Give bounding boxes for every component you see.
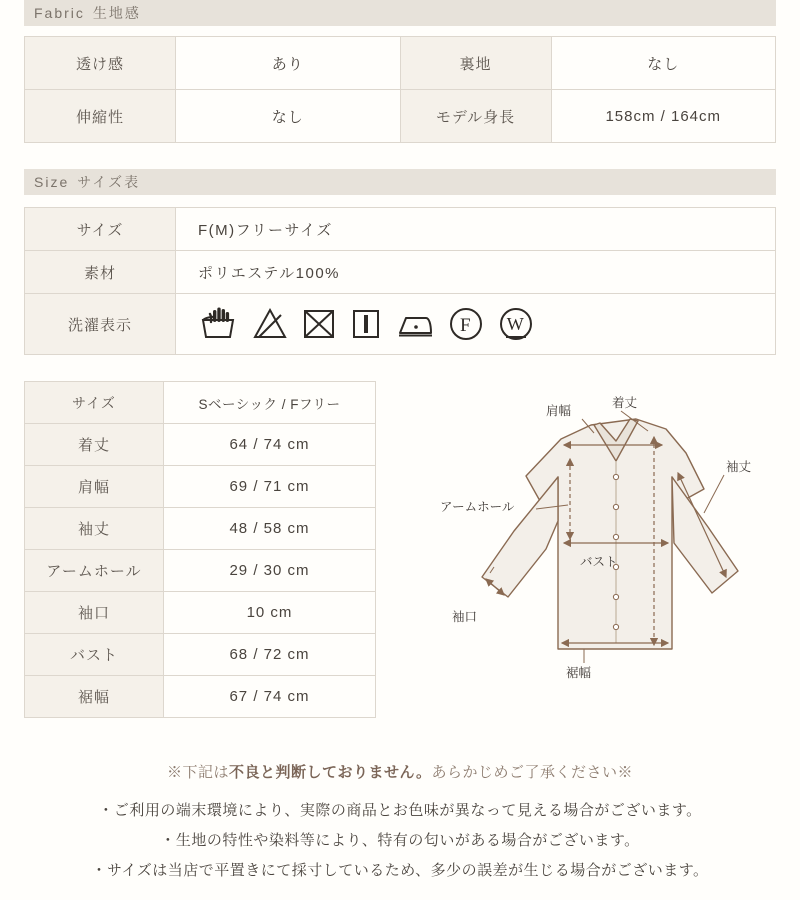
fabric-section-title-en: Fabric xyxy=(34,5,85,21)
wash-icons-cell xyxy=(176,294,776,355)
size-label-wash: 洗濯表示 xyxy=(25,294,176,355)
fabric-value-stretch: なし xyxy=(176,90,401,143)
note-line: ・サイズは当店で平置きにて採寸しているため、多少の誤差が生じる場合がございます。 xyxy=(91,862,709,879)
no-tumble-dry-icon xyxy=(302,307,336,341)
table-row xyxy=(25,208,776,251)
fabric-section-header xyxy=(24,0,776,26)
diagram-label-armhole: アームホール xyxy=(440,500,515,514)
size-section-title-en: Size xyxy=(34,174,70,190)
fabric-value-lining: なし xyxy=(551,37,776,90)
size-table-wrap xyxy=(24,207,776,355)
diagram-label-cuff: 袖口 xyxy=(452,610,478,624)
notes-title-pre: ※下記は xyxy=(167,764,230,781)
table-row xyxy=(25,294,776,355)
meas-value-cuff: 10 cm xyxy=(164,592,376,634)
notes-title-strong: 不良と判断しておりません。 xyxy=(229,764,432,781)
size-value-size: F(M)フリーサイズ xyxy=(176,208,776,251)
meas-label-length: 着丈 xyxy=(25,424,164,466)
table-row xyxy=(25,424,376,466)
diagram-label-length: 着丈 xyxy=(612,396,638,410)
meas-label-hem: 裾幅 xyxy=(25,676,164,718)
measurement-table xyxy=(24,381,376,718)
meas-label-sleeve: 袖丈 xyxy=(25,508,164,550)
meas-header-value: Sベーシック / Fフリー xyxy=(164,382,376,424)
diagram-label-shoulder: 肩幅 xyxy=(546,404,572,418)
diagram-label-bust: バスト xyxy=(580,555,618,569)
table-row xyxy=(25,90,776,143)
table-row xyxy=(25,466,376,508)
table-row xyxy=(25,550,376,592)
meas-label-shoulder: 肩幅 xyxy=(25,466,164,508)
size-table xyxy=(24,207,776,355)
table-row xyxy=(25,37,776,90)
meas-value-bust: 68 / 72 cm xyxy=(164,634,376,676)
table-row xyxy=(25,634,376,676)
measurement-area xyxy=(24,381,776,718)
notes-section xyxy=(0,761,800,886)
table-row xyxy=(25,508,376,550)
meas-value-armhole: 29 / 30 cm xyxy=(164,550,376,592)
notes-title xyxy=(0,761,800,782)
no-bleach-icon xyxy=(252,307,288,341)
hand-wash-icon xyxy=(198,306,238,342)
table-row xyxy=(25,251,776,294)
svg-text:F: F xyxy=(459,315,473,336)
size-label-material: 素材 xyxy=(25,251,176,294)
meas-label-armhole: アームホール xyxy=(25,550,164,592)
diagram-label-hem: 裾幅 xyxy=(566,666,592,680)
note-line: ・生地の特性や染料等により、特有の匂いがある場合がございます。 xyxy=(160,832,640,849)
wet-clean-w-icon xyxy=(498,306,534,342)
fabric-label-model-height: モデル身長 xyxy=(400,90,551,143)
note-line: ・ご利用の端末環境により、実際の商品とお色味が異なって見える場合がございます。 xyxy=(98,802,702,819)
meas-label-bust: バスト xyxy=(25,634,164,676)
meas-value-sleeve: 48 / 58 cm xyxy=(164,508,376,550)
meas-header-label: サイズ xyxy=(25,382,164,424)
dry-clean-f-icon xyxy=(448,306,484,342)
table-row xyxy=(25,592,376,634)
svg-text:W: W xyxy=(506,314,526,334)
size-value-material: ポリエステル100% xyxy=(176,251,776,294)
fabric-label-stretch: 伸縮性 xyxy=(25,90,176,143)
fabric-label-lining: 裏地 xyxy=(400,37,551,90)
meas-value-shoulder: 69 / 71 cm xyxy=(164,466,376,508)
wash-icons-list xyxy=(176,306,774,342)
meas-value-length: 64 / 74 cm xyxy=(164,424,376,466)
meas-value-hem: 67 / 74 cm xyxy=(164,676,376,718)
meas-label-cuff: 袖口 xyxy=(25,592,164,634)
fabric-table xyxy=(24,36,776,143)
table-row xyxy=(25,382,376,424)
size-section-title-jp: サイズ表 xyxy=(77,174,141,190)
fabric-value-model-height: 158cm / 164cm xyxy=(551,90,776,143)
diagram-label-sleeve: 袖丈 xyxy=(726,460,752,474)
shirt-measurement-diagram xyxy=(386,381,776,701)
iron-low-icon xyxy=(396,307,434,341)
notes-title-post: あらかじめご了承ください※ xyxy=(431,764,633,781)
measurement-table-wrap xyxy=(24,381,376,718)
fabric-value-sheer: あり xyxy=(176,37,401,90)
fabric-section-title-jp: 生地感 xyxy=(92,5,141,21)
drip-dry-in-shade-icon xyxy=(350,307,382,341)
size-section-header xyxy=(24,169,776,195)
table-row xyxy=(25,676,376,718)
fabric-label-sheer: 透け感 xyxy=(25,37,176,90)
fabric-table-wrap xyxy=(24,36,776,143)
size-label-size: サイズ xyxy=(25,208,176,251)
